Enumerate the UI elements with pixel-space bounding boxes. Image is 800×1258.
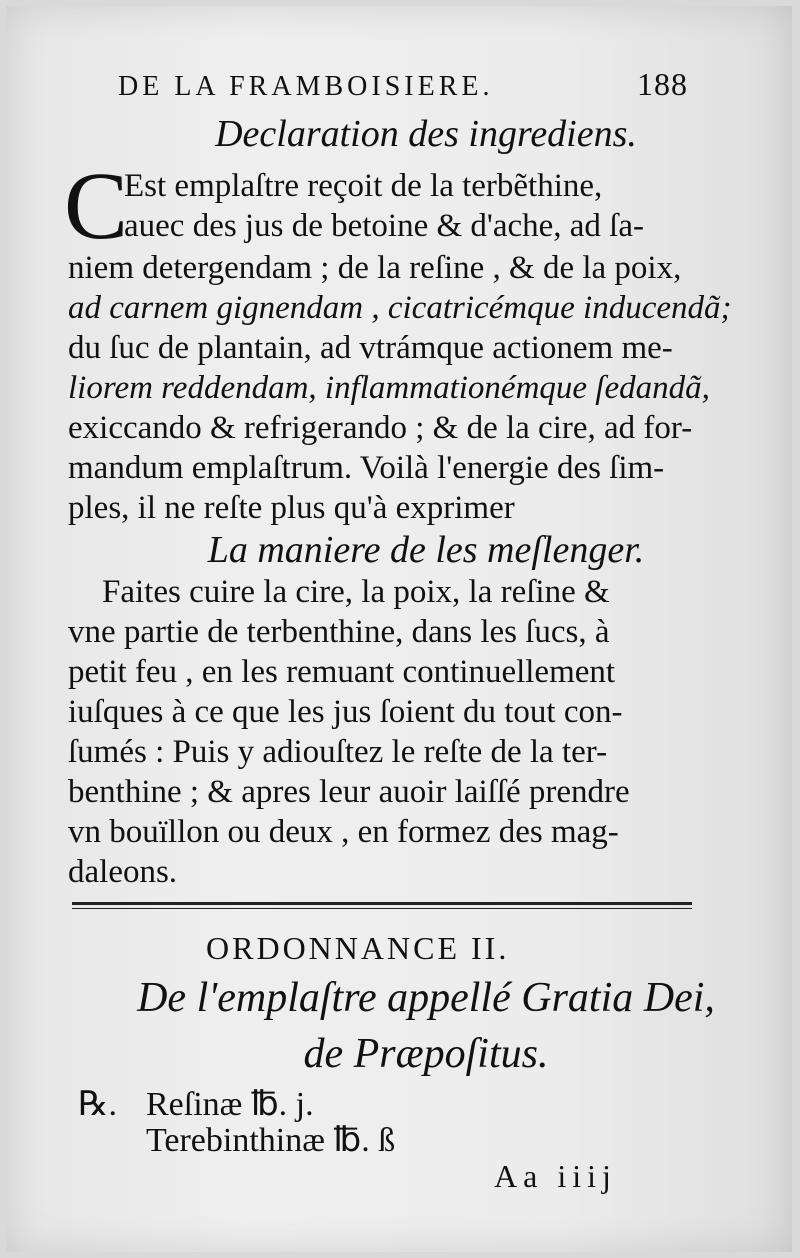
ordonnance-label: ORDONNANCE II. <box>206 930 510 966</box>
ordonnance-title: De l'emplaſtre appellé Gratia Dei, <box>137 975 715 1021</box>
divider-rule <box>72 902 692 905</box>
ingredient-line: Terebinthinæ ℔. ß <box>146 1122 396 1159</box>
running-title: DE LA FRAMBOISIERE. <box>118 71 494 102</box>
text-line: iuſques à ce que les jus ſoient du tout con- <box>68 694 623 730</box>
text-line: petit feu , en les remuant continuellement <box>68 654 616 690</box>
text-line: Faites cuire la cire, la poix, la reſine & <box>102 574 610 610</box>
text-line: ad carnem gignendam , cicatricémque inducendã; <box>68 290 732 326</box>
text-line: ples, il ne reſte plus qu'à exprimer <box>68 490 515 526</box>
text-line: benthine ; & apres leur auoir laiſſé prendre <box>68 774 630 810</box>
text-line: vn bouïllon ou deux , en formez des mag- <box>68 814 619 850</box>
ingredient-line: Reſinæ ℔. j. <box>146 1086 314 1123</box>
book-page <box>6 6 792 1252</box>
section-heading-ingredients: Declaration des ingrediens. <box>215 113 637 155</box>
section-heading-method: La maniere de les meſlenger. <box>207 529 645 571</box>
text-line: du ſuc de plantain, ad vtrámque actionem me- <box>68 330 673 366</box>
text-line: Est emplaſtre reçoit de la terbẽthine, <box>124 168 603 204</box>
page-number: 188 <box>637 66 688 102</box>
text-line: liorem reddendam, inflammationémque ſedandã, <box>68 370 710 406</box>
text-line: daleons. <box>68 854 178 890</box>
text-line: mandum emplaſtrum. Voilà l'energie des ſim- <box>68 450 665 486</box>
text-line: niem detergendam ; de la reſine , & de la poix, <box>68 250 682 286</box>
ordonnance-subtitle: de Præpoſitus. <box>303 1031 549 1077</box>
drop-cap: C <box>64 152 129 259</box>
text-line: ſumés : Puis y adiouſtez le reſte de la ter- <box>68 734 608 770</box>
running-head <box>118 66 688 103</box>
signature-mark: Aa iiij <box>494 1158 617 1194</box>
text-line: vne partie de terbenthine, dans les ſucs, à <box>68 614 610 650</box>
text-line: auec des jus de betoine & d'ache, ad ſa- <box>124 208 644 244</box>
text-line: exiccando & refrigerando ; & de la cire, ad for- <box>68 410 693 446</box>
divider-rule-thin <box>72 908 692 909</box>
recipe-symbol: ℞. <box>78 1086 117 1123</box>
